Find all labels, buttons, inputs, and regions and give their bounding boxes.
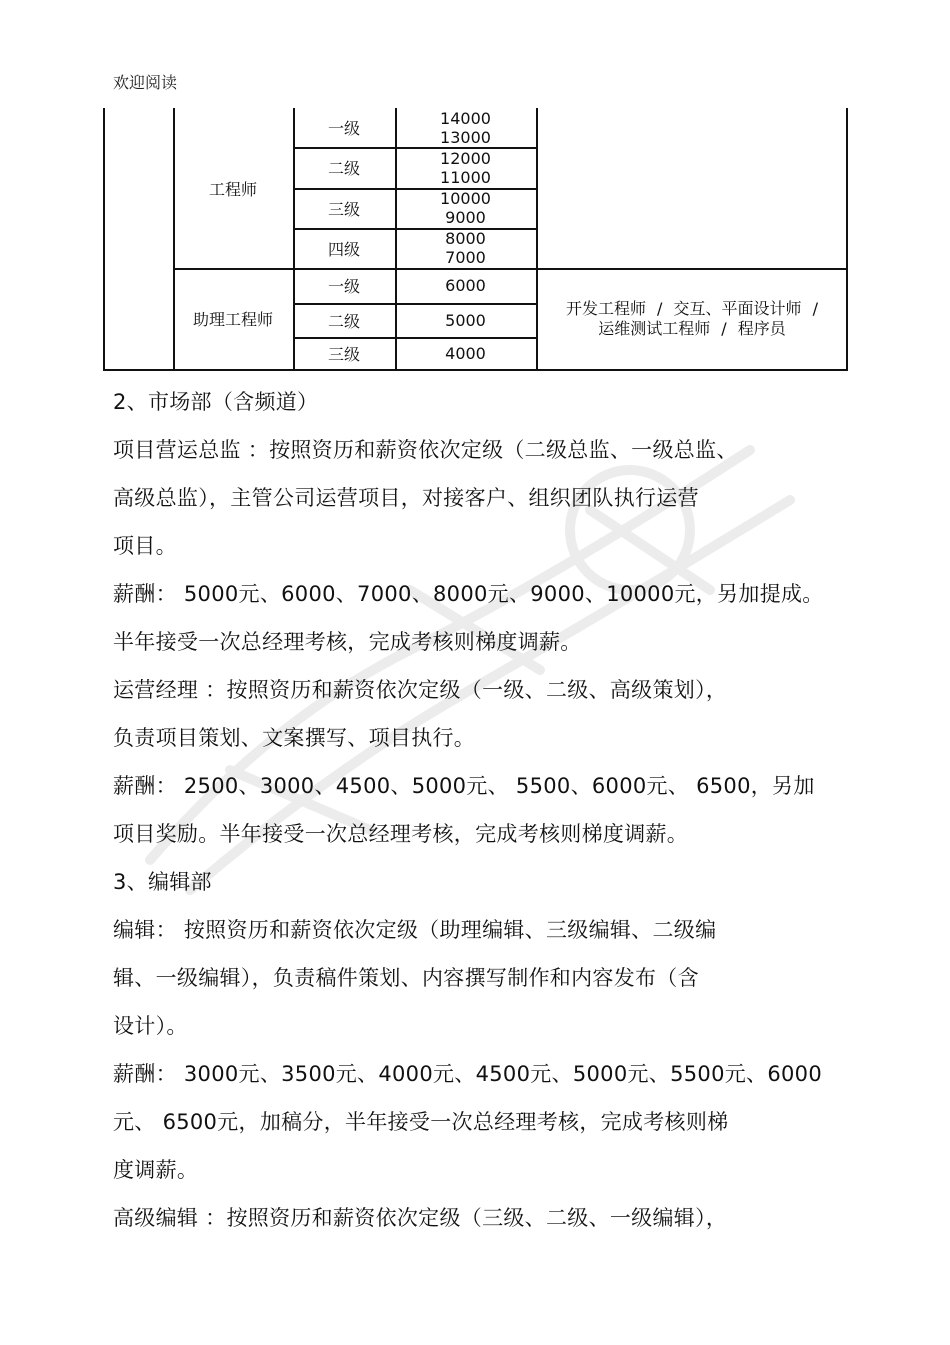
paragraph-line: 薪酬： 5000元、6000、7000、8000元、9000、10000元，另加提成。 — [113, 582, 824, 606]
salary-cell — [395, 337, 536, 369]
salary-value: 7000 — [445, 248, 486, 267]
salary-value: 13000 — [440, 127, 491, 147]
salary-cell — [395, 108, 536, 147]
table-border-left — [103, 108, 105, 371]
salary-cell — [395, 147, 536, 188]
paragraph-line: 高级编辑 ：按照资历和薪资依次定级（三级、二级、一级编辑）， — [113, 1206, 728, 1230]
paragraph-line: 薪酬： 3000元、3500元、4000元、4500元、5000元、5500元、6000 — [113, 1062, 822, 1086]
salary-cell — [395, 188, 536, 228]
level-cell: 一级 — [327, 119, 360, 138]
level-cell: 二级 — [327, 159, 360, 178]
paragraph-line: 设计）。 — [113, 1014, 188, 1038]
paragraph-line: 辑、一级编辑），负责稿件策划、内容撰写制作和内容发布（含 — [113, 966, 699, 990]
table-border-right — [846, 108, 848, 371]
level-cell: 一级 — [327, 277, 360, 296]
body-text — [113, 378, 853, 1242]
salary-value: 11000 — [440, 167, 491, 187]
salary-value: 10000 — [440, 189, 491, 208]
paragraph-line: 半年接受一次总经理考核，完成考核则梯度调薪。 — [113, 630, 582, 654]
paragraph-line: 编辑： 按照资历和薪资依次定级（助理编辑、三级编辑、二级编 — [113, 918, 717, 942]
level-cell: 三级 — [327, 199, 360, 219]
level-cell: 二级 — [327, 311, 360, 331]
salary-cell — [395, 303, 536, 337]
salary-cell — [395, 228, 536, 268]
level-cell: 四级 — [327, 239, 360, 259]
salary-value: 6000 — [445, 276, 486, 295]
paragraph-line: 运营经理 ：按照资历和薪资依次定级（一级、二级、高级策划）， — [113, 678, 728, 702]
table-border-bottom — [103, 369, 848, 371]
paragraph-line: 薪酬： 2500、3000、4500、5000元、 5500、6000元、 6500，另加 — [113, 774, 815, 798]
page-header: 欢迎阅读 — [113, 73, 178, 92]
roles-text: 运维测试工程师 / 程序员 — [598, 318, 786, 338]
paragraph-line: 项目。 — [113, 534, 177, 558]
salary-value: 4000 — [445, 343, 486, 363]
section-heading-market: 2、市场部（含频道） — [113, 390, 319, 414]
paragraph-line: 项目营运总监 ：按照资历和薪资依次定级（二级总监、一级总监、 — [113, 438, 738, 462]
salary-value: 12000 — [440, 148, 491, 168]
level-cell: 三级 — [327, 344, 360, 364]
paragraph-line: 元、 6500元，加稿分，半年接受一次总经理考核，完成考核则梯 — [113, 1110, 729, 1134]
salary-value: 5000 — [445, 310, 486, 330]
paragraph-line: 负责项目策划、文案撰写、项目执行。 — [113, 726, 476, 750]
group-title: 助理工程师 — [192, 310, 273, 329]
salary-cell — [395, 268, 536, 303]
salary-table — [103, 108, 848, 371]
paragraph-line: 高级总监），主管公司运营项目，对接客户、组织团队执行运营 — [113, 486, 699, 510]
salary-value: 9000 — [445, 208, 486, 227]
salary-value: 14000 — [440, 108, 491, 128]
roles-text: 开发工程师 / 交互、平面设计师 / — [565, 298, 819, 318]
paragraph-line: 度调薪。 — [113, 1158, 199, 1182]
paragraph-line: 项目奖励。半年接受一次总经理考核，完成考核则梯度调薪。 — [113, 822, 689, 846]
roles-cell — [538, 268, 846, 369]
section-heading-editorial: 3、编辑部 — [113, 870, 212, 894]
group-title: 工程师 — [208, 179, 257, 199]
salary-value: 8000 — [445, 229, 486, 248]
